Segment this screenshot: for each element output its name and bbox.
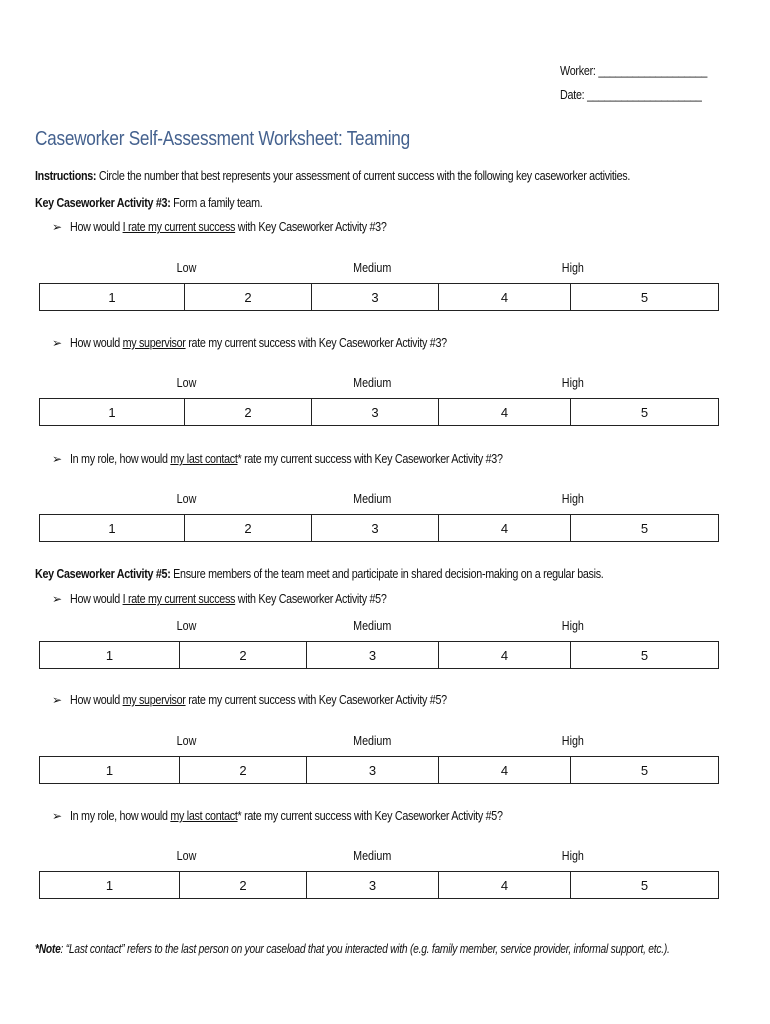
rating-option-3[interactable]: 3	[312, 515, 439, 542]
arrow-bullet-icon: ➢	[52, 336, 63, 350]
rating-option-2[interactable]: 2	[185, 399, 312, 426]
rating-scale-3	[39, 514, 719, 542]
question-4-pre: How would	[70, 592, 123, 606]
rating-option-5[interactable]: 5	[571, 284, 719, 311]
question-6-pre: In my role, how would	[70, 809, 171, 823]
scale-medium-label: Medium	[353, 734, 392, 748]
activity-3-text: Form a family team.	[170, 196, 263, 210]
rating-option-1[interactable]: 1	[40, 642, 180, 669]
question-1-emphasis: I rate my current success	[122, 220, 236, 234]
question-4-emphasis: I rate my current success	[122, 592, 236, 606]
scale-low-label: Low	[176, 734, 197, 748]
rating-option-1[interactable]: 1	[40, 872, 180, 899]
arrow-bullet-icon: ➢	[52, 452, 63, 466]
question-4	[70, 592, 387, 606]
scale-high-label: High	[561, 619, 584, 633]
activity-3-label: Key Caseworker Activity #3:	[35, 196, 171, 210]
rating-option-3[interactable]: 3	[307, 642, 439, 669]
question-1-pre: How would	[70, 220, 123, 234]
rating-option-4[interactable]: 4	[439, 284, 571, 311]
footnote-text: : “Last contact” refers to the last person on your caseload that you interacted with (e.g. family member, service provider, informal support, etc.).	[60, 942, 670, 956]
rating-option-2[interactable]: 2	[185, 515, 312, 542]
question-2-emphasis: my supervisor	[122, 336, 186, 350]
question-5	[70, 693, 447, 707]
rating-option-5[interactable]: 5	[571, 515, 719, 542]
rating-option-2[interactable]: 2	[180, 642, 307, 669]
scale-high-label: High	[561, 849, 584, 863]
rating-option-4[interactable]: 4	[439, 872, 571, 899]
scale-medium-label: Medium	[353, 492, 392, 506]
rating-option-4[interactable]: 4	[439, 399, 571, 426]
page-title: Caseworker Self-Assessment Worksheet: Teaming	[35, 128, 410, 150]
footnote-label: *Note	[35, 942, 61, 956]
rating-scale-4	[39, 641, 719, 669]
scale-low-label: Low	[176, 376, 197, 390]
question-3	[70, 452, 503, 466]
rating-option-5[interactable]: 5	[571, 399, 719, 426]
arrow-bullet-icon: ➢	[52, 220, 63, 234]
scale-high-label: High	[561, 734, 584, 748]
arrow-bullet-icon: ➢	[52, 592, 63, 606]
scale-medium-label: Medium	[353, 849, 392, 863]
rating-option-4[interactable]: 4	[439, 757, 571, 784]
rating-option-3[interactable]: 3	[312, 284, 439, 311]
question-5-emphasis: my supervisor	[122, 693, 186, 707]
rating-scale-2	[39, 398, 719, 426]
scale-low-label: Low	[176, 492, 197, 506]
scale-high-label: High	[561, 261, 584, 275]
activity-5-label: Key Caseworker Activity #5:	[35, 567, 171, 581]
rating-scale-6	[39, 871, 719, 899]
question-2-post: rate my current success with Key Caseworker Activity #3?	[185, 336, 447, 350]
rating-scale-1	[39, 283, 719, 311]
rating-option-3[interactable]: 3	[307, 872, 439, 899]
rating-option-1[interactable]: 1	[40, 399, 185, 426]
question-3-emphasis: my last contact	[170, 452, 238, 466]
rating-option-5[interactable]: 5	[571, 642, 719, 669]
arrow-bullet-icon: ➢	[52, 809, 63, 823]
scale-low-label: Low	[176, 261, 197, 275]
question-1-post: with Key Caseworker Activity #3?	[235, 220, 387, 234]
rating-scale-5	[39, 756, 719, 784]
question-1	[70, 220, 387, 234]
date-field[interactable]: Date: ____________________	[560, 88, 702, 102]
scale-medium-label: Medium	[353, 261, 392, 275]
rating-option-5[interactable]: 5	[571, 872, 719, 899]
rating-option-1[interactable]: 1	[40, 284, 185, 311]
activity-3-heading	[35, 196, 262, 210]
rating-option-1[interactable]: 1	[40, 515, 185, 542]
rating-option-3[interactable]: 3	[307, 757, 439, 784]
rating-option-4[interactable]: 4	[439, 642, 571, 669]
rating-option-2[interactable]: 2	[180, 757, 307, 784]
instructions	[35, 169, 630, 183]
rating-option-5[interactable]: 5	[571, 757, 719, 784]
question-3-post: * rate my current success with Key Caseworker Activity #3?	[237, 452, 503, 466]
question-6-post: * rate my current success with Key Caseworker Activity #5?	[237, 809, 503, 823]
question-6-emphasis: my last contact	[170, 809, 238, 823]
scale-low-label: Low	[176, 619, 197, 633]
question-3-pre: In my role, how would	[70, 452, 171, 466]
footnote	[35, 942, 670, 956]
rating-option-3[interactable]: 3	[312, 399, 439, 426]
rating-option-2[interactable]: 2	[180, 872, 307, 899]
question-4-post: with Key Caseworker Activity #5?	[235, 592, 387, 606]
question-2	[70, 336, 447, 350]
arrow-bullet-icon: ➢	[52, 693, 63, 707]
worker-field[interactable]: Worker: ___________________	[560, 64, 708, 78]
question-6	[70, 809, 503, 823]
scale-low-label: Low	[176, 849, 197, 863]
question-5-pre: How would	[70, 693, 123, 707]
scale-medium-label: Medium	[353, 619, 392, 633]
rating-option-4[interactable]: 4	[439, 515, 571, 542]
scale-high-label: High	[561, 376, 584, 390]
scale-high-label: High	[561, 492, 584, 506]
question-5-post: rate my current success with Key Caseworker Activity #5?	[185, 693, 447, 707]
activity-5-text: Ensure members of the team meet and participate in shared decision-making on a regular basis.	[170, 567, 604, 581]
activity-5-heading	[35, 567, 603, 581]
instructions-label: Instructions:	[35, 169, 97, 183]
question-2-pre: How would	[70, 336, 123, 350]
rating-option-1[interactable]: 1	[40, 757, 180, 784]
rating-option-2[interactable]: 2	[185, 284, 312, 311]
instructions-text: Circle the number that best represents your assessment of current success with the following key caseworker activities.	[96, 169, 631, 183]
scale-medium-label: Medium	[353, 376, 392, 390]
